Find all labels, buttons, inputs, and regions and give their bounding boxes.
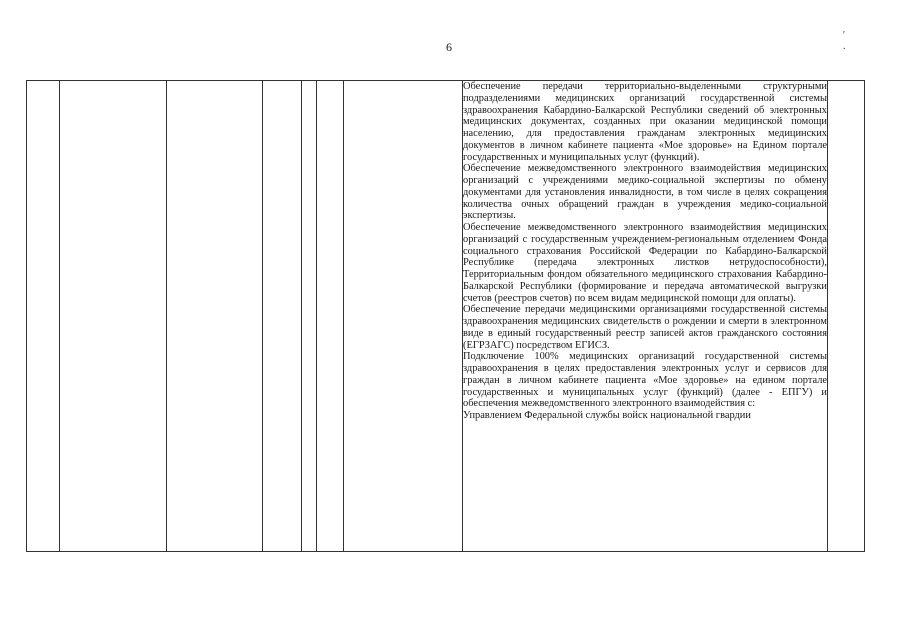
table-row xyxy=(27,81,865,552)
paragraph: Обеспечение передачи территориально-выделенными структурными подразделениями медицинских организаций государственной системы здравоохранения Кабардино-Балкарской Республики сведений об электронных медицинских документах, созданных при оказании медицинской помощи населению, для предоставления гражданам электронных медицинских документов в личном кабинете пациента «Мое здоровье» на Едином портале государственных и муниципальных услуг (функций). xyxy=(463,81,827,163)
table-cell-empty xyxy=(302,81,317,552)
table-cell-empty xyxy=(317,81,344,552)
table-cell-activities xyxy=(463,81,828,552)
table-cell-empty xyxy=(60,81,167,552)
paragraph: Управлением Федеральной службы войск национальной гвардии xyxy=(463,410,751,421)
paragraph: Обеспечение передачи медицинскими организациями государственной системы здравоохранения медицинских свидетельств о рождении и смерти в электронном виде в единый государственный реестр записей актов гражданского состояния (ЕГРЗАГС) посредством ЕГИСЗ. xyxy=(463,304,827,351)
document-table xyxy=(26,80,865,552)
table-cell-empty xyxy=(27,81,60,552)
table-cell-empty xyxy=(828,81,865,552)
page-number: 6 xyxy=(446,40,452,54)
table-cell-empty xyxy=(344,81,463,552)
paragraph: Обеспечение межведомственного электронного взаимодействия медицинских организаций с учреждениями медико-социальной экспертизы по обмену документами для установления инвалидности, в том числе в целях сокращения количества очных обращений граждан в учреждения медико-социальной экспертизы. xyxy=(463,163,827,222)
paragraph: Обеспечение межведомственного электронного взаимодействия медицинских организаций с государственным учреждением-региональным отделением Фонда социального страхования Российской Федерации по Кабардино-Балкарской Республике (передача электронных листков нетрудоспособности), Территориальным фондом обязательного медицинского страхования Кабардино-Балкарской Республики (формирование и передача автоматической выгрузки счетов (реестров счетов) по всем видам медицинской помощи для оплаты). xyxy=(463,222,827,304)
table-cell-empty xyxy=(263,81,302,552)
scan-corner-marks: ' . xyxy=(843,30,886,52)
paragraph: Подключение 100% медицинских организаций государственной системы здравоохранения в целях предоставления электронных услуг и сервисов для граждан в личном кабинете пациента «Мое здоровье» на едином портале государственных и муниципальных услуг (функций) (далее - ЕПГУ) и обеспечения межведомственного электронного взаимодействия с: xyxy=(463,351,827,410)
table-cell-empty xyxy=(167,81,263,552)
